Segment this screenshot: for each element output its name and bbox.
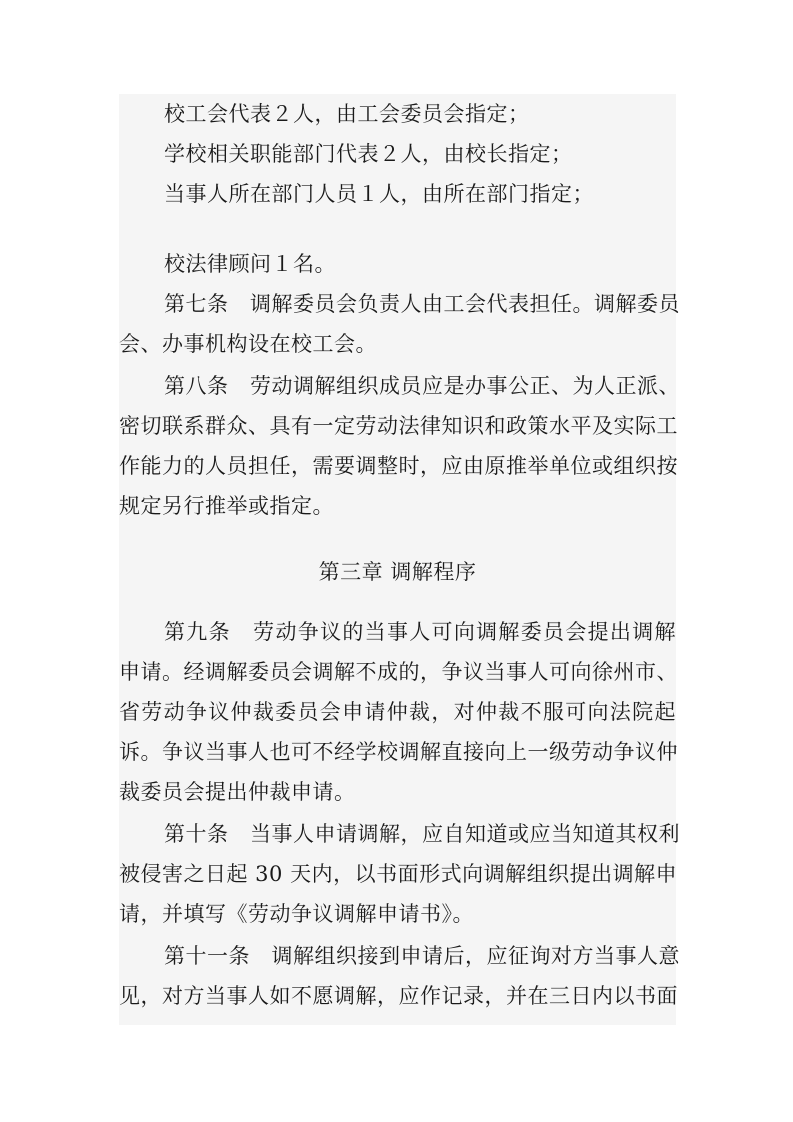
article-8-line-3: 作能力的人员担任，需要调整时，应由原推举单位或组织按: [119, 454, 678, 478]
article-7-line-1: 第七条 调解委员会负责人由工会代表担任。调解委员: [164, 292, 680, 316]
article-9-line-1: 第九条 劳动争议的当事人可向调解委员会提出调解: [164, 620, 676, 644]
article-9-line-4: 诉。争议当事人也可不经学校调解直接向上一级劳动争议仲: [119, 740, 678, 764]
chapter-3-heading: 第三章 调解程序: [318, 560, 477, 584]
article-9-line-2: 申请。经调解委员会调解不成的，争议当事人可向徐州市、: [119, 660, 678, 684]
article-8-line-4: 规定另行推举或指定。: [119, 494, 334, 518]
article-9-line-3: 省劳动争议仲裁委员会申请仲裁，对仲裁不服可向法院起: [119, 700, 676, 724]
article-10-line-2: 被侵害之日起 30 天内，以书面形式向调解组织提出调解申: [119, 862, 678, 886]
article-11-line-2: 见，对方当事人如不愿调解，应作记录，并在三日内以书面: [119, 984, 678, 1008]
article-9-line-5: 裁委员会提出仲裁申请。: [119, 780, 356, 804]
article-8-line-2: 密切联系群众、具有一定劳动法律知识和政策水平及实际工: [119, 414, 678, 438]
member-line-party-department: 当事人所在部门人员１人，由所在部门指定；: [164, 182, 594, 206]
article-7-line-2: 会、办事机构设在校工会。: [119, 332, 377, 356]
article-10-line-1: 第十条 当事人申请调解，应自知道或应当知道其权利: [164, 822, 680, 846]
article-8-line-1: 第八条 劳动调解组织成员应是办事公正、为人正派、: [164, 374, 680, 398]
article-11-line-1: 第十一条 调解组织接到申请后，应征询对方当事人意: [164, 944, 680, 968]
article-10-line-3: 请，并填写《劳动争议调解申请书》。: [119, 902, 474, 926]
document-body: [119, 94, 680, 1025]
member-line-legal-advisor: 校法律顾问１名。: [164, 252, 336, 276]
member-line-departments: 学校相关职能部门代表２人，由校长指定；: [164, 142, 573, 166]
member-line-union: 校工会代表２人，由工会委员会指定；: [164, 102, 530, 126]
